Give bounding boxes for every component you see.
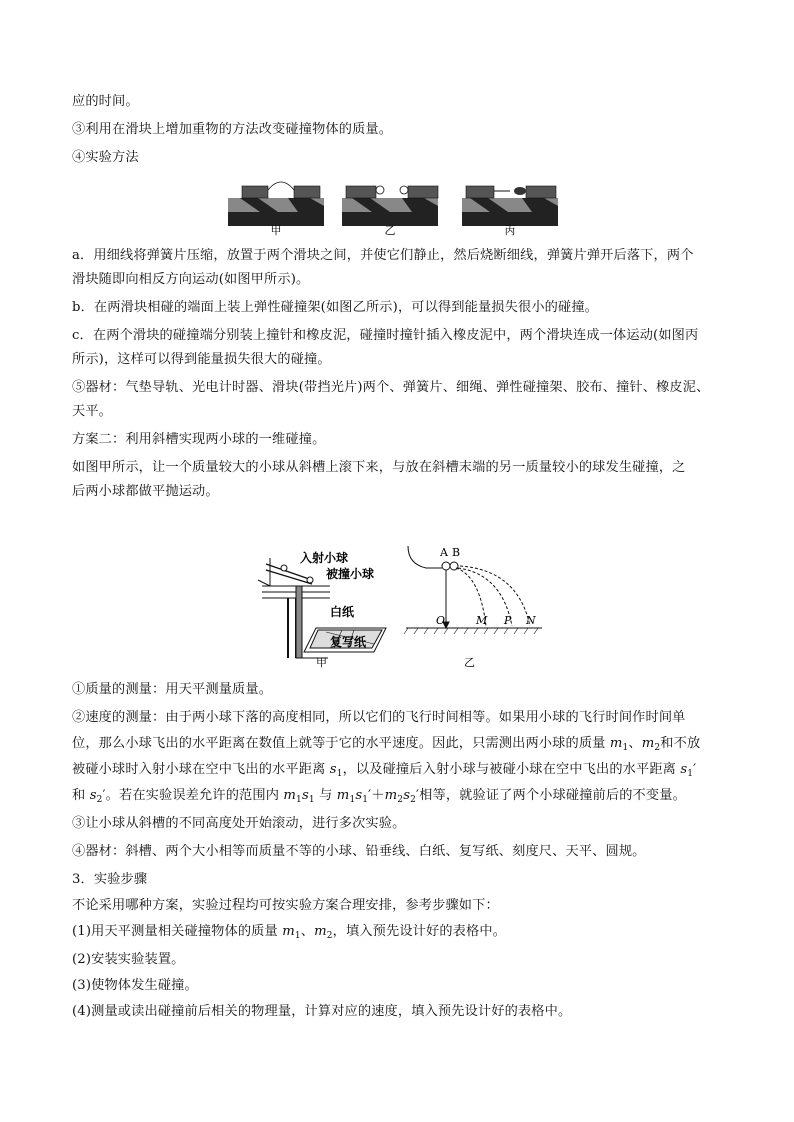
math-sub: 1	[296, 795, 302, 805]
section-heading: 3．实验步骤	[72, 872, 148, 887]
text-fragment: 位，那么小球飞出的水平距离在数值上就等于它的水平速度。因此，只需测出两小球的质量	[72, 736, 610, 751]
text-line: 方案二：利用斜槽实现两小球的一维碰撞。	[72, 432, 326, 447]
label-target-ball: 被撞小球	[326, 567, 375, 581]
text-line: ③让小球从斜槽的不同高度处开始滚动，进行多次实验。	[72, 816, 406, 831]
math-m: m	[641, 736, 655, 751]
figure-label-jia: 甲	[270, 224, 282, 236]
track-bing	[462, 186, 558, 226]
math-sub: 1	[308, 795, 315, 805]
math-sep: 、	[300, 924, 315, 939]
trajectory-yi	[404, 546, 542, 634]
math-sub: 1	[336, 769, 343, 779]
math-sub: 2	[96, 795, 103, 805]
text-fragment: 。若在实验误差允许的范围内	[105, 788, 284, 803]
text-line	[72, 734, 732, 754]
math-sub: 2	[397, 795, 404, 805]
text-line: 后两小球都做平抛运动。	[72, 484, 219, 499]
math-sub: 1	[294, 931, 301, 941]
math-sub: 1	[687, 769, 694, 779]
math-m: m	[609, 736, 623, 751]
text-line: 滑块随即向相反方向运动(如图甲所示)。	[72, 272, 310, 287]
caption-jia: 甲	[316, 656, 327, 669]
math-sub: 1	[622, 743, 629, 753]
text-fragment: (1)用天平测量相关碰撞物体的质量	[72, 924, 283, 939]
math-m: m	[336, 788, 350, 803]
figure-label-bing: 丙	[504, 224, 516, 236]
track-yi	[342, 186, 438, 226]
section-heading: ④实验方法	[72, 150, 139, 165]
math-sep: 、	[628, 736, 642, 751]
text-fragment: ，填入预先设计好的表格中。	[332, 924, 507, 939]
math-s: s	[329, 762, 337, 777]
math-prime: ′	[368, 788, 372, 803]
math-s: s	[355, 788, 363, 803]
math-sub: 2	[326, 931, 333, 941]
math-sub: 2	[410, 795, 416, 805]
text-line: (2)安装实验装置。	[72, 952, 185, 967]
text-fragment: 与	[314, 788, 337, 803]
math-m: m	[283, 788, 297, 803]
label-M: M	[476, 614, 488, 627]
math-sub: 2	[654, 743, 661, 753]
text-line: 天平。	[72, 404, 113, 419]
text-line: b．在两滑块相碰的端面上装上弹性碰撞架(如图乙所示)，可以得到能量损失很小的碰撞。	[72, 300, 599, 315]
math-s: s	[680, 762, 688, 777]
label-P: P	[504, 614, 512, 627]
text-line: ①质量的测量：用天平测量质量。	[72, 682, 273, 697]
text-line: (3)使物体发生碰撞。	[72, 978, 198, 993]
text-line: c．在两个滑块的碰撞端分别装上撞针和橡皮泥，碰撞时撞针插入橡皮泥中，两个滑块连成一体运动(如图丙	[72, 328, 699, 343]
air-track-figure	[228, 176, 558, 236]
chute-figure	[256, 540, 546, 670]
label-white-paper: 白纸	[330, 605, 355, 619]
math-s: s	[301, 788, 309, 803]
math-m: m	[314, 924, 327, 939]
text-line: a．用细线将弹簧片压缩，放置于两个滑块之间，并使它们静止，然后烧断细线，弹簧片弹开后落下，两个	[72, 248, 694, 263]
text-line: 所示)，这样可以得到能量损失很大的碰撞。	[72, 352, 331, 367]
math-s: s	[403, 788, 411, 803]
text-line: (4)测量或读出碰撞前后相关的物理量，计算对应的速度，填入预先设计好的表格中。	[72, 1004, 572, 1019]
label-carbon-paper: 复写纸	[330, 635, 367, 649]
figure-label-yi: 乙	[384, 224, 396, 236]
label-N: N	[526, 614, 536, 627]
label-B: B	[452, 546, 461, 559]
text-fragment: 和不放	[660, 736, 701, 751]
text-fragment: 相等，就验证了两个小球碰撞前后的不变量。	[419, 788, 686, 803]
math-prime: ′	[416, 788, 420, 803]
text-fragment: 和	[72, 788, 90, 803]
label-O: O	[436, 614, 446, 627]
label-A: A	[440, 546, 448, 559]
text-line: 应的时间。	[72, 94, 139, 109]
text-line	[72, 786, 732, 806]
caption-yi: 乙	[464, 656, 475, 669]
text-fragment: 被碰小球时入射小球在空中飞出的水平距离	[72, 762, 330, 777]
text-line: ②速度的测量：由于两小球下落的高度相同，所以它们的飞行时间相等。如果用小球的飞行时间作时间单	[72, 710, 686, 725]
math-prime: ′	[693, 762, 697, 777]
track-jia	[228, 182, 324, 226]
text-fragment: ，以及碰撞后入射小球与被碰小球在空中飞出的水平距离	[342, 762, 681, 777]
math-sub: 1	[349, 795, 356, 805]
label-incident-ball: 入射小球	[300, 551, 349, 565]
text-line: 不论采用哪种方案，实验过程均可按实验方案合理安排，参考步骤如下：	[72, 898, 499, 913]
math-plus: ＋	[371, 788, 385, 803]
math-sub: 1	[362, 795, 369, 805]
math-m: m	[384, 788, 398, 803]
text-line	[72, 760, 732, 780]
math-m: m	[282, 924, 295, 939]
text-line: ③利用在滑块上增加重物的方法改变碰撞物体的质量。	[72, 122, 393, 137]
math-prime: ′	[102, 788, 106, 803]
text-line: ⑤器材：气垫导轨、光电计时器、滑块(带挡光片)两个、弹簧片、细绳、弹性碰撞架、胶布、撞针、橡皮泥、	[72, 380, 710, 395]
text-line: 如图甲所示，让一个质量较大的小球从斜槽上滚下来，与放在斜槽末端的另一质量较小的球发生碰撞，之	[72, 460, 686, 475]
text-line: ④器材：斜槽、两个大小相等而质量不等的小球、铅垂线、白纸、复写纸、刻度尺、天平、圆规。	[72, 844, 646, 859]
text-line	[72, 922, 732, 942]
math-s: s	[89, 788, 97, 803]
